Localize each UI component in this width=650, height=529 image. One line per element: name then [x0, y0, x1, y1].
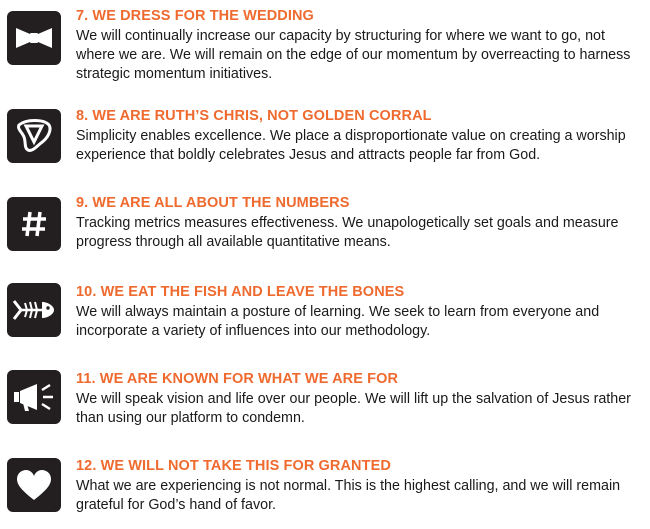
value-title: 10. WE EAT THE FISH AND LEAVE THE BONES — [76, 284, 405, 300]
steak-icon — [7, 109, 61, 163]
value-description: Simplicity enables excellence. We place a disproportionate value on creating a worship experience that boldly celebrates Jesus and attracts people far from God. — [76, 128, 626, 163]
value-description: We will continually increase our capacity by structuring for where we want to go, not where we are. We will remain on the edge of our momentum by overreacting to harness strategic momentum initiatives. — [76, 28, 631, 82]
value-title: 9. WE ARE ALL ABOUT THE NUMBERS — [76, 195, 350, 211]
fish-bones-icon — [7, 283, 61, 337]
hashtag-icon — [7, 197, 61, 251]
value-description: What we are experiencing is not normal. This is the highest calling, and we will remain grateful for God’s hand of favor. — [76, 478, 621, 513]
value-description: We will speak vision and life over our people. We will lift up the salvation of Jesus rather than using our platform to condemn. — [76, 391, 631, 426]
value-title: 11. WE ARE KNOWN FOR WHAT WE ARE FOR — [76, 371, 399, 387]
value-title: 7. WE DRESS FOR THE WEDDING — [76, 8, 314, 24]
megaphone-icon — [7, 370, 61, 424]
value-title: 8. WE ARE RUTH’S CHRIS, NOT GOLDEN CORRAL — [76, 108, 432, 124]
value-description: Tracking metrics measures effectiveness. We unapologetically set goals and measure progress through all available quantitative means. — [76, 215, 619, 250]
heart-icon — [7, 458, 61, 512]
value-title: 12. WE WILL NOT TAKE THIS FOR GRANTED — [76, 458, 391, 474]
bow-tie-icon — [7, 11, 61, 65]
value-description: We will always maintain a posture of learning. We seek to learn from everyone and incorporate a variety of influences into our methodology. — [76, 304, 600, 339]
